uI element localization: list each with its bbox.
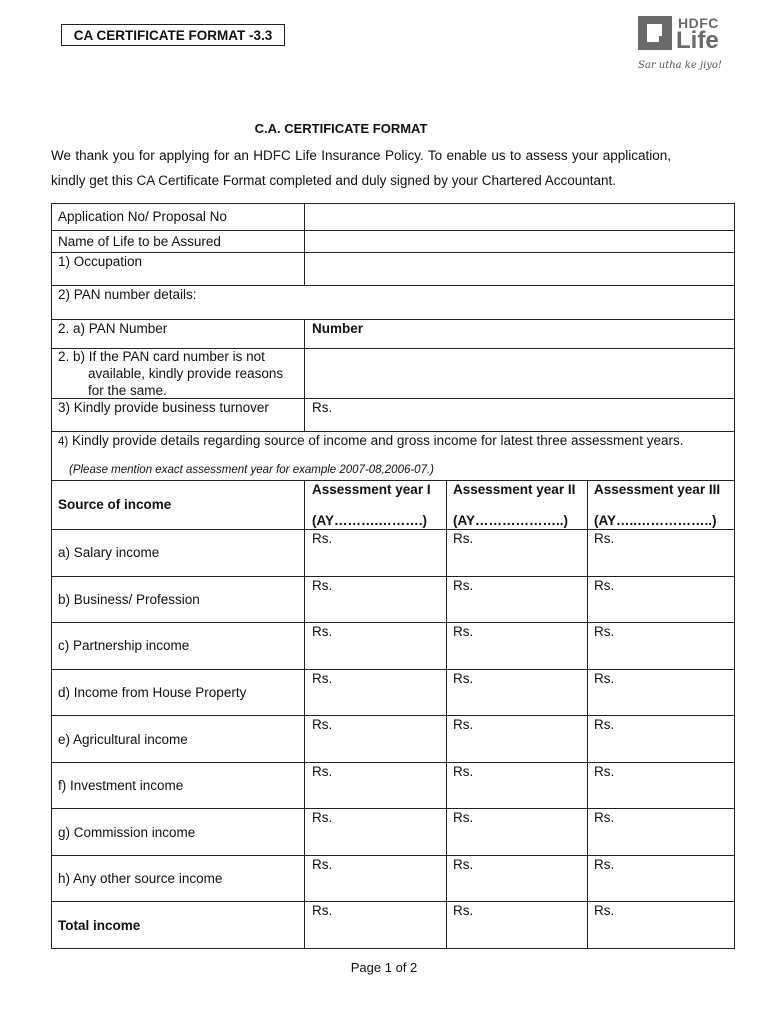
- row-label: f) Investment income: [58, 778, 184, 793]
- hdfc-life-logo: [636, 14, 736, 78]
- pan-details-label: 2) PAN number details:: [58, 287, 197, 302]
- income-note: (Please mention exact assessment year for example 2007-08,2006-07.): [69, 464, 435, 476]
- row-value-year-3[interactable]: Rs.: [594, 810, 615, 825]
- row-value-year-3[interactable]: Rs.: [594, 857, 615, 872]
- application-no-label: Application No/ Proposal No: [58, 209, 227, 224]
- row-value-year-3[interactable]: Rs.: [594, 903, 615, 918]
- row-value-year-1[interactable]: Rs.: [312, 624, 333, 639]
- row-value-year-2[interactable]: Rs.: [453, 903, 474, 918]
- row-label: e) Agricultural income: [58, 732, 188, 747]
- row-label: Total income: [58, 918, 141, 933]
- row-label: h) Any other source income: [58, 871, 223, 886]
- row-value-year-1[interactable]: Rs.: [312, 531, 333, 546]
- row-label: a) Salary income: [58, 545, 160, 560]
- year-2-header: Assessment year II: [453, 482, 576, 497]
- format-label: CA CERTIFICATE FORMAT -3.3: [61, 24, 285, 46]
- row-value-year-3[interactable]: Rs.: [594, 531, 615, 546]
- row-value-year-3[interactable]: Rs.: [594, 671, 615, 686]
- occupation-field[interactable]: [305, 253, 734, 285]
- row-value-year-2[interactable]: Rs.: [453, 578, 474, 593]
- pan-reason-line-1: 2. b) If the PAN card number is not: [58, 349, 265, 364]
- pan-reason-field[interactable]: [305, 349, 734, 398]
- row-value-year-2[interactable]: Rs.: [453, 810, 474, 825]
- row-label: b) Business/ Profession: [58, 592, 200, 607]
- year-3-header: Assessment year III: [594, 482, 721, 497]
- row-value-year-1[interactable]: Rs.: [312, 903, 333, 918]
- income-details-text: [58, 432, 728, 451]
- logo-mark-icon: [638, 16, 672, 50]
- year-3-ay[interactable]: (AY…..……………..): [594, 513, 717, 528]
- row-value-year-1[interactable]: Rs.: [312, 810, 333, 825]
- row-value-year-1[interactable]: Rs.: [312, 764, 333, 779]
- turnover-label: 3) Kindly provide business turnover: [58, 400, 269, 415]
- occupation-label: 1) Occupation: [58, 254, 143, 269]
- row-value-year-3[interactable]: Rs.: [594, 717, 615, 732]
- row-value-year-1[interactable]: Rs.: [312, 578, 333, 593]
- source-of-income-header: Source of income: [58, 497, 172, 512]
- year-1-header: Assessment year I: [312, 482, 431, 497]
- row-value-year-1[interactable]: Rs.: [312, 717, 333, 732]
- row-value-year-2[interactable]: Rs.: [453, 857, 474, 872]
- row-label: d) Income from House Property: [58, 685, 247, 700]
- row-value-year-3[interactable]: Rs.: [594, 578, 615, 593]
- income-details-prefix: 4): [58, 436, 69, 448]
- logo-text-top: HDFC: [678, 15, 719, 31]
- year-2-ay[interactable]: (AY………………..): [453, 513, 569, 528]
- income-details-label: Kindly provide details regarding source of income and gross income for latest three assessment years.: [68, 433, 684, 448]
- row-value-year-1[interactable]: Rs.: [312, 857, 333, 872]
- intro-paragraph: We thank you for applying for an HDFC Life Insurance Policy. To enable us to assess your application, kindly get this CA Certificate Format completed and duly signed by your Chartered Accountant.: [51, 148, 671, 188]
- turnover-field[interactable]: Rs.: [312, 400, 333, 415]
- pan-number-field[interactable]: Number: [312, 321, 364, 336]
- row-value-year-2[interactable]: Rs.: [453, 717, 474, 732]
- row-label: c) Partnership income: [58, 638, 190, 653]
- life-assured-field[interactable]: [305, 231, 734, 252]
- row-value-year-2[interactable]: Rs.: [453, 624, 474, 639]
- logo-tagline: Sar utha ke jiyo!: [638, 60, 722, 71]
- life-assured-label: Name of Life to be Assured: [58, 234, 221, 249]
- pan-reason-line-2: available, kindly provide reasons: [88, 366, 284, 381]
- row-value-year-3[interactable]: Rs.: [594, 624, 615, 639]
- document-title: C.A. CERTIFICATE FORMAT: [254, 121, 428, 136]
- year-1-ay[interactable]: (AY……….……….): [312, 513, 428, 528]
- row-value-year-3[interactable]: Rs.: [594, 764, 615, 779]
- application-no-field[interactable]: [305, 204, 734, 230]
- row-value-year-2[interactable]: Rs.: [453, 764, 474, 779]
- row-label: g) Commission income: [58, 825, 196, 840]
- row-value-year-2[interactable]: Rs.: [453, 671, 474, 686]
- pan-reason-label: [58, 348, 303, 399]
- page-number: Page 1 of 2: [350, 960, 418, 975]
- logo-text-bottom: Life: [676, 27, 719, 54]
- pan-reason-line-3: for the same.: [88, 383, 167, 398]
- row-value-year-2[interactable]: Rs.: [453, 531, 474, 546]
- row-value-year-1[interactable]: Rs.: [312, 671, 333, 686]
- pan-number-label: 2. a) PAN Number: [58, 321, 168, 336]
